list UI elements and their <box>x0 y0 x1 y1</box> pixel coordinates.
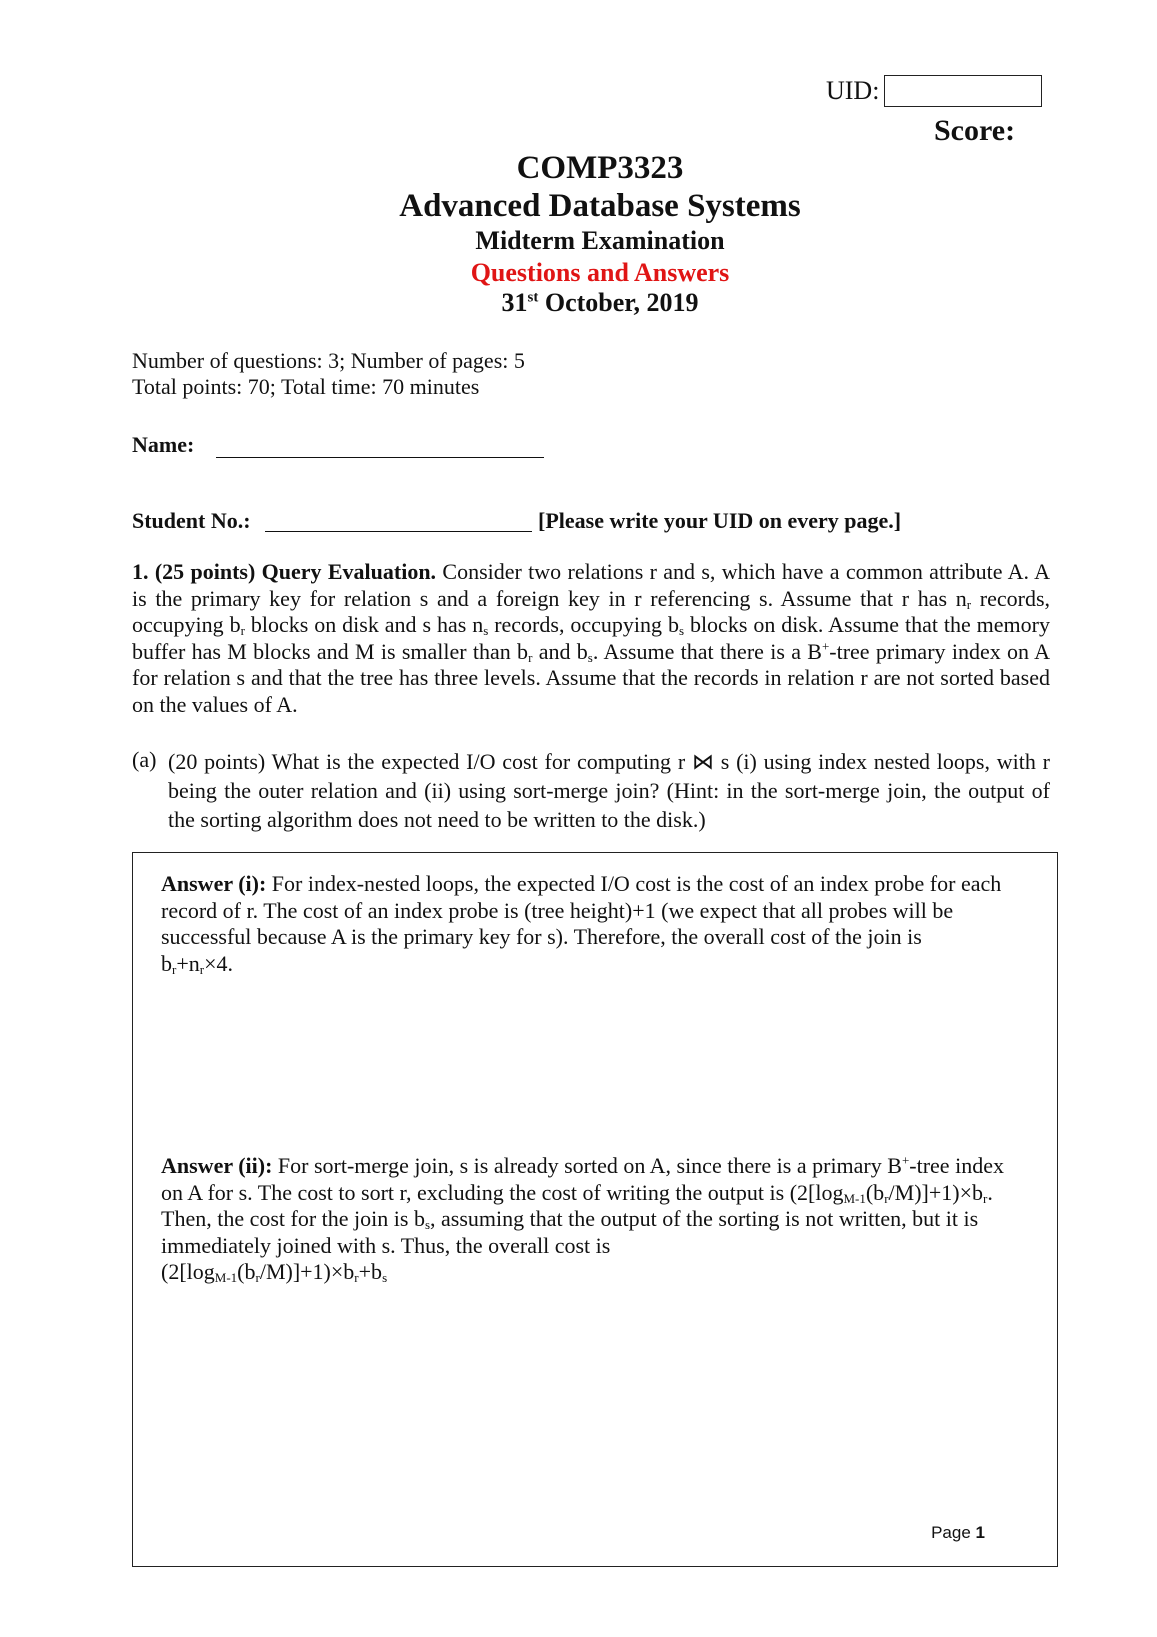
student-number-label: Student No.: <box>132 508 251 533</box>
answer-ii-text: /M)]+1)×b <box>888 1179 983 1205</box>
student-number-field-line[interactable] <box>265 531 532 532</box>
exam-date <box>0 288 1157 318</box>
formula-part: (b <box>237 1259 256 1284</box>
formula-part: /M)]+1)×b <box>259 1259 355 1284</box>
formula-part: b <box>161 950 172 976</box>
answer-i <box>161 871 1023 977</box>
question-1-text: records, occupying b <box>132 585 1050 637</box>
superscript: + <box>901 1152 910 1168</box>
score-label: Score: <box>934 114 1016 147</box>
page-number: 1 <box>975 1523 985 1542</box>
answer-i-label: Answer (i): <box>161 871 267 896</box>
subscript: r <box>884 1190 889 1206</box>
answer-ii <box>161 1153 1023 1286</box>
part-a-label: (a) <box>132 747 157 772</box>
question-1-text: . Assume that there is a B <box>592 638 822 664</box>
subscript: r <box>354 1270 359 1285</box>
date-rest: October, 2019 <box>538 288 699 317</box>
formula-part: +n <box>176 950 200 976</box>
answer-ii-text: (b <box>865 1179 885 1205</box>
name-field-line[interactable] <box>216 457 544 458</box>
question-1 <box>132 559 1050 718</box>
subscript: r <box>240 623 245 638</box>
superscript: + <box>821 638 830 654</box>
answer-ii-text: . Then, the cost for the join is b <box>161 1179 993 1231</box>
answer-ii-label: Answer (ii): <box>161 1153 273 1178</box>
question-1-text: -tree primary index on A for relation s and that the tree has three levels. Assume that the records in relation r are not sorted based on the values of A. <box>132 638 1050 717</box>
subscript: r <box>255 1270 260 1285</box>
course-code: COMP3323 <box>516 150 684 186</box>
date-day: 31 <box>501 288 528 317</box>
date-suffix: st <box>527 289 539 306</box>
subscript: s <box>424 1217 431 1232</box>
formula-part: +b <box>358 1259 383 1284</box>
answer-box <box>132 852 1058 1567</box>
answer-ii-text: For sort-merge join, s is already sorted on A, since there is a primary B <box>272 1153 902 1178</box>
answer-ii-text: -tree index on A for s. The cost to sort r, excluding the cost of writing the output is (2[log <box>161 1153 1004 1205</box>
subscript: s <box>483 623 489 638</box>
subscript: s <box>587 649 593 665</box>
subscript: r <box>983 1190 988 1206</box>
question-1-text: records, occupying b <box>488 612 679 637</box>
question-1-text: and b <box>532 638 588 664</box>
page-footer <box>931 1523 985 1543</box>
answer-i-text: For index-nested loops, the expected I/O cost is the cost of an index probe for each record of r. The cost of an index probe is (tree height)+1 (we expect that all probes will be successful because A is the primary key for s). Therefore, the overall cost of the join is <box>161 871 1002 949</box>
uid-input-box[interactable] <box>884 75 1042 107</box>
subscript: r <box>528 649 533 665</box>
subscript: r <box>172 961 177 977</box>
question-1-text: blocks on disk. Assume that the memory buffer has M blocks and M is smaller than b <box>132 612 1050 664</box>
question-1-text: Consider two relations r and s, which have a common attribute A. A is the primary key for relation s and a foreign key in r referencing s. Assume that r has n <box>132 559 1051 611</box>
subscript: M-1 <box>843 1190 866 1206</box>
exam-type: Midterm Examination <box>475 226 725 255</box>
uid-label: UID: <box>826 76 880 105</box>
part-a-text: (20 points) What is the expected I/O cost for computing r ⋈ s (i) using index nested loops, with r being the outer relation and (ii) using sort-merge join? (Hint: in the sort-merge join, the output of the sorting algorithm does not need to be written to the disk.) <box>168 749 1050 832</box>
answer-ii-text: , assuming that the output of the sorting is not written, but it is immediately joined with s. Thus, the overall cost is <box>161 1206 979 1258</box>
exam-info-points-time: Total points: 70; Total time: 70 minutes <box>132 374 480 399</box>
exam-info-questions-pages: Number of questions: 3; Number of pages: 5 <box>132 348 525 373</box>
course-name: Advanced Database Systems <box>399 188 801 224</box>
subscript: s <box>678 623 685 638</box>
subscript: s <box>382 1270 388 1285</box>
uid-reminder-note: [Please write your UID on every page.] <box>538 508 902 533</box>
page-label: Page <box>931 1523 971 1542</box>
formula-part: (2[log <box>161 1259 215 1284</box>
subscript: r <box>966 596 972 612</box>
question-1-heading: 1. (25 points) Query Evaluation. <box>132 559 437 584</box>
formula-part: ×4. <box>204 950 234 976</box>
question-1-part-a <box>132 747 1050 834</box>
subscript: M-1 <box>214 1270 238 1285</box>
name-label: Name: <box>132 432 195 457</box>
exam-subtitle: Questions and Answers <box>470 258 730 287</box>
question-1-text: blocks on disk and s has n <box>244 612 484 637</box>
subscript: r <box>199 961 205 977</box>
